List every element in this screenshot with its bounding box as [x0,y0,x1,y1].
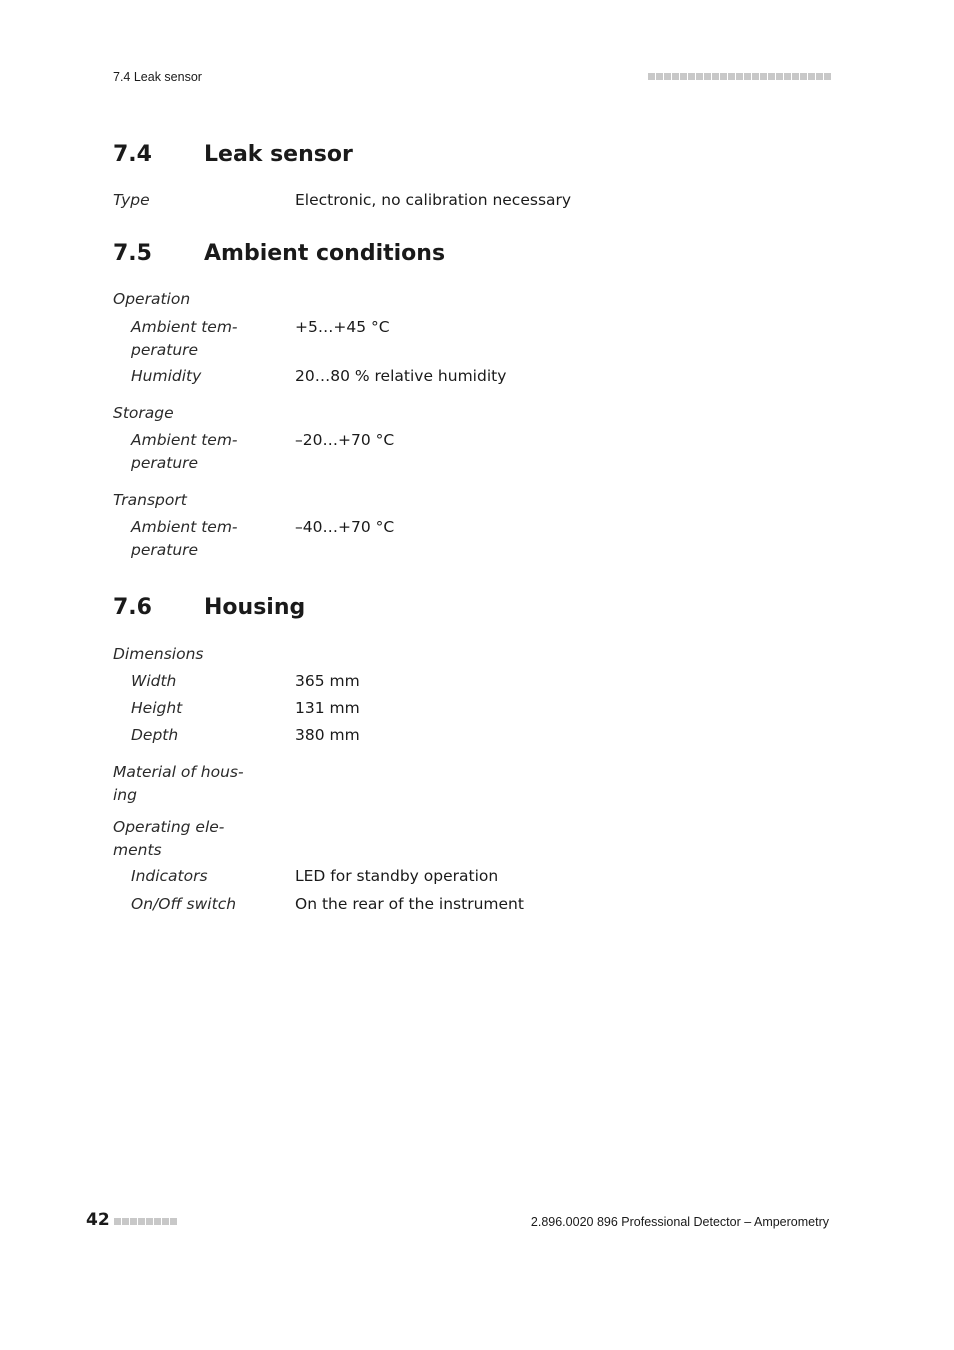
spec-row [113,670,360,693]
running-header: 7.4 Leak sensor [113,70,202,84]
spec-value: 365 mm [295,672,360,690]
spec-value: 20…80 % relative humidity [295,367,507,385]
spec-row [113,365,507,388]
header-decoration [648,73,831,80]
group-label-row [113,489,253,512]
section-housing [113,593,833,913]
spec-label: Type [113,191,150,209]
spec-row [113,724,360,747]
group-label: Operating ele- ments [113,818,225,859]
section-heading [113,593,833,623]
spec-value: +5…+45 °C [295,318,390,336]
spec-value: 131 mm [295,699,360,717]
spec-row [113,516,395,561]
page-number: 42 [86,1210,110,1230]
section-title: Housing [204,595,306,620]
spec-label: Humidity [131,367,202,385]
section-leak-sensor [113,140,833,209]
spec-row [113,865,499,888]
section-title: Leak sensor [204,142,353,167]
spec-value: 380 mm [295,726,360,744]
spec-label: Ambient tem- perature [131,431,238,472]
group-label: Material of hous- ing [113,763,244,804]
spec-label: Width [131,672,177,690]
group-label-row [113,761,253,806]
footer-decoration [114,1218,177,1225]
spec-value: Electronic, no calibration necessary [295,191,572,209]
group-label: Dimensions [113,645,204,663]
group-label: Storage [113,404,174,422]
spec-value: On the rear of the instrument [295,895,524,913]
spec-value: –20…+70 °C [295,431,395,449]
spec-row [113,316,390,361]
spec-row [113,429,395,474]
section-ambient-conditions [113,239,833,559]
section-heading [113,239,833,269]
document-title: 2.896.0020 896 Professional Detector – Amperometry [530,1215,829,1229]
spec-value: –40…+70 °C [295,518,395,536]
spec-label: Depth [131,726,179,744]
group-label: Operation [113,290,191,308]
spec-value: LED for standby operation [295,867,499,885]
section-title: Ambient conditions [204,241,446,266]
group-label: Transport [113,491,187,509]
spec-label: Indicators [131,867,208,885]
spec-label: On/Off switch [131,895,237,913]
group-label-row [113,402,253,425]
section-heading [113,140,833,170]
section-number: 7.4 [113,142,152,167]
group-label-row [113,288,253,311]
spec-label: Ambient tem- perature [131,318,238,359]
group-label-row [113,816,253,861]
spec-row [113,189,572,212]
spec-row [113,893,524,916]
section-number: 7.5 [113,241,152,266]
spec-label: Height [131,699,183,717]
group-label-row [113,643,253,666]
spec-label: Ambient tem- perature [131,518,238,559]
section-number: 7.6 [113,595,152,620]
spec-row [113,697,360,720]
